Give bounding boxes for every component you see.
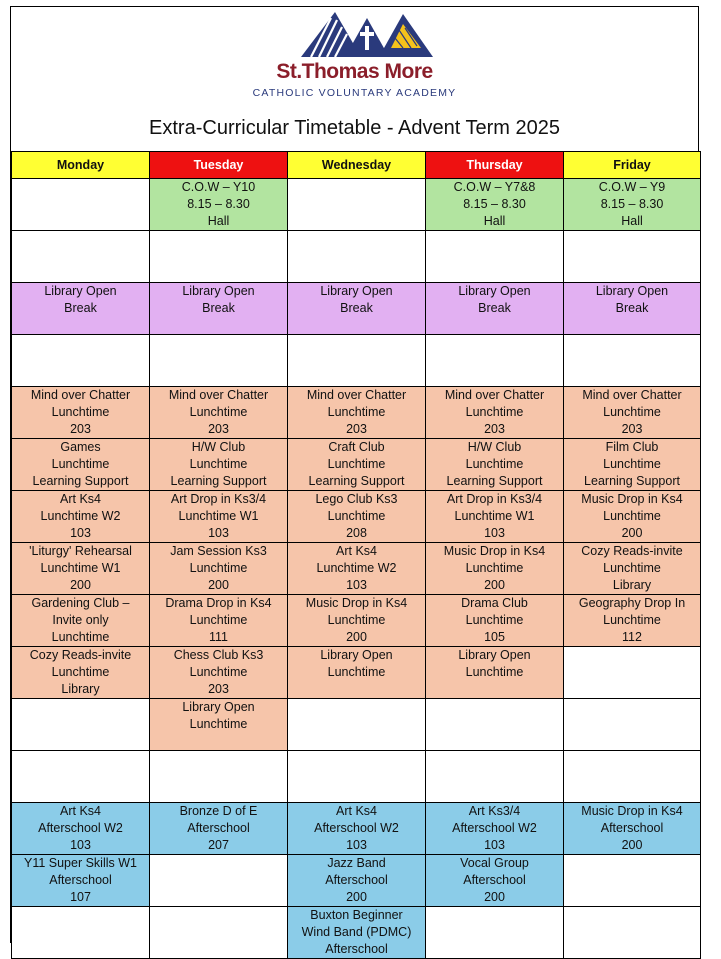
- table-row: [12, 231, 701, 283]
- day-header-tuesday: Tuesday: [150, 152, 288, 179]
- activity-line: Lunchtime: [465, 561, 524, 575]
- activity-line: C.O.W – Y10: [181, 180, 256, 194]
- activity-cell: [150, 387, 288, 439]
- activity-line: Learning Support: [170, 474, 267, 488]
- activity-line: 103: [346, 838, 367, 852]
- activity-line: Hall: [207, 214, 230, 228]
- activity-line: Buxton Beginner: [310, 908, 403, 922]
- activity-cell: [288, 543, 426, 595]
- activity-line: Geography Drop In: [578, 596, 686, 610]
- activity-cell: [426, 491, 564, 543]
- activity-cell: [288, 803, 426, 855]
- activity-line: 200: [70, 578, 91, 592]
- activity-line: Lego Club Ks3: [315, 492, 398, 506]
- activity-line: Lunchtime: [327, 457, 386, 471]
- activity-cell: [12, 439, 150, 491]
- activity-line: 207: [208, 838, 229, 852]
- empty-cell: [288, 751, 426, 803]
- activity-cell: [150, 803, 288, 855]
- activity-line: Art Ks4: [60, 804, 101, 818]
- activity-line: 'Liturgy' Rehearsal: [29, 544, 132, 558]
- activity-line: Cozy Reads-invite: [29, 648, 132, 662]
- activity-line: Cozy Reads-invite: [581, 544, 683, 558]
- activity-line: Drama Drop in Ks4: [165, 596, 272, 610]
- activity-line: Lunchtime: [603, 457, 661, 471]
- empty-cell: [564, 751, 701, 803]
- activity-line: 107: [70, 890, 91, 904]
- empty-cell: [288, 699, 426, 751]
- activity-line: 103: [346, 578, 367, 592]
- activity-line: Lunchtime W2: [40, 509, 121, 523]
- empty-cell: [12, 907, 150, 959]
- activity-cell: [288, 439, 426, 491]
- day-header-wednesday: Wednesday: [288, 152, 426, 179]
- activity-line: Hall: [483, 214, 506, 228]
- activity-line: 8.15 – 8.30: [463, 197, 526, 211]
- activity-cell: [426, 543, 564, 595]
- activity-line: Library Open: [458, 284, 531, 298]
- activity-cell: [426, 803, 564, 855]
- empty-cell: [12, 751, 150, 803]
- school-name: St.Thomas More: [276, 60, 433, 83]
- activity-line: Afterschool W2: [38, 821, 123, 835]
- empty-cell: [564, 699, 701, 751]
- activity-cell: [288, 595, 426, 647]
- empty-cell: [426, 231, 564, 283]
- activity-cell: [150, 699, 288, 751]
- activity-line: Lunchtime W1: [178, 509, 259, 523]
- table-row: [12, 751, 701, 803]
- activity-cell: [12, 647, 150, 699]
- empty-cell: [12, 699, 150, 751]
- activity-line: 200: [208, 578, 229, 592]
- activity-line: Lunchtime: [465, 457, 524, 471]
- table-row: [12, 907, 701, 959]
- activity-line: Art Ks4: [336, 544, 377, 558]
- activity-line: Lunchtime: [327, 665, 386, 679]
- empty-cell: [564, 855, 701, 907]
- activity-line: 111: [208, 630, 228, 644]
- activity-line: 200: [346, 890, 367, 904]
- activity-line: Library Open: [182, 700, 255, 714]
- activity-cell: [426, 855, 564, 907]
- activity-line: Invite only: [52, 613, 109, 627]
- activity-cell: [288, 387, 426, 439]
- activity-line: Y11 Super Skills W1: [23, 856, 137, 870]
- activity-line: 203: [208, 682, 229, 696]
- activity-line: Library: [612, 578, 652, 592]
- activity-cell: [150, 179, 288, 231]
- activity-line: Lunchtime: [465, 405, 524, 419]
- activity-line: Art Drop in Ks3/4: [446, 492, 543, 506]
- activity-line: Art Ks4: [60, 492, 101, 506]
- activity-line: 8.15 – 8.30: [187, 197, 250, 211]
- activity-line: 103: [484, 838, 505, 852]
- activity-line: 203: [484, 422, 505, 436]
- activity-line: 203: [346, 422, 367, 436]
- activity-line: Lunchtime: [465, 613, 524, 627]
- activity-line: Lunchtime: [603, 509, 661, 523]
- timetable-table: [11, 151, 701, 959]
- activity-line: Afterschool: [325, 942, 388, 956]
- table-row: [12, 179, 701, 231]
- table-row: [12, 803, 701, 855]
- activity-line: Craft Club: [328, 440, 385, 454]
- activity-line: 203: [621, 422, 643, 436]
- activity-line: 103: [484, 526, 505, 540]
- table-row: [12, 335, 701, 387]
- activity-line: Mind over Chatter: [168, 388, 269, 402]
- activity-cell: [564, 543, 701, 595]
- activity-cell: [12, 855, 150, 907]
- timetable-body: [12, 179, 701, 959]
- activity-line: Film Club: [605, 440, 659, 454]
- activity-line: Lunchtime: [189, 665, 248, 679]
- activity-line: Afterschool: [600, 821, 664, 835]
- activity-cell: [12, 803, 150, 855]
- activity-line: Lunchtime: [603, 613, 661, 627]
- activity-cell: [288, 907, 426, 959]
- day-header-row: [12, 152, 701, 179]
- activity-line: 103: [70, 838, 91, 852]
- table-row: [12, 855, 701, 907]
- empty-cell: [564, 231, 701, 283]
- activity-cell: [426, 283, 564, 335]
- activity-cell: [564, 387, 701, 439]
- activity-line: Break: [615, 301, 649, 315]
- activity-cell: [564, 179, 701, 231]
- activity-line: Lunchtime: [51, 630, 110, 644]
- activity-cell: [564, 283, 701, 335]
- table-row: [12, 543, 701, 595]
- table-row: [12, 491, 701, 543]
- activity-cell: [150, 543, 288, 595]
- activity-line: 203: [70, 422, 91, 436]
- activity-line: Library Open: [44, 284, 117, 298]
- activity-cell: [426, 387, 564, 439]
- activity-line: Library Open: [320, 284, 393, 298]
- activity-cell: [564, 595, 701, 647]
- activity-line: Learning Support: [308, 474, 405, 488]
- activity-line: Break: [202, 301, 235, 315]
- activity-cell: [426, 595, 564, 647]
- activity-line: Break: [64, 301, 97, 315]
- activity-line: Afterschool: [187, 821, 250, 835]
- activity-cell: [150, 595, 288, 647]
- activity-cell: [426, 439, 564, 491]
- activity-line: Library: [61, 682, 100, 696]
- activity-line: Learning Support: [32, 474, 129, 488]
- activity-line: Lunchtime: [465, 665, 524, 679]
- activity-cell: [12, 491, 150, 543]
- activity-cell: [12, 543, 150, 595]
- activity-line: C.O.W – Y7&8: [453, 180, 536, 194]
- empty-cell: [150, 855, 288, 907]
- table-row: [12, 647, 701, 699]
- activity-line: H/W Club: [191, 440, 246, 454]
- page-title: Extra-Curricular Timetable - Advent Term 2025: [149, 117, 560, 139]
- activity-line: Afterschool: [49, 873, 112, 887]
- day-header-thursday: Thursday: [426, 152, 564, 179]
- activity-line: Chess Club Ks3: [173, 648, 264, 662]
- activity-cell: [150, 491, 288, 543]
- activity-cell: [564, 491, 701, 543]
- school-subtitle: CATHOLIC VOLUNTARY ACADEMY: [252, 87, 457, 99]
- activity-line: Lunchtime: [189, 405, 248, 419]
- activity-line: Drama Club: [461, 596, 528, 610]
- activity-line: Lunchtime: [327, 405, 386, 419]
- empty-cell: [288, 335, 426, 387]
- activity-line: C.O.W – Y9: [598, 180, 666, 194]
- activity-line: Art Ks3/4: [468, 804, 521, 818]
- activity-line: Lunchtime W1: [40, 561, 121, 575]
- activity-line: 200: [484, 578, 505, 592]
- activity-line: Lunchtime: [51, 665, 110, 679]
- empty-cell: [426, 751, 564, 803]
- activity-line: 105: [484, 630, 505, 644]
- activity-line: 200: [621, 526, 643, 540]
- activity-line: 200: [346, 630, 367, 644]
- activity-line: 103: [70, 526, 91, 540]
- empty-cell: [12, 231, 150, 283]
- activity-line: 200: [484, 890, 505, 904]
- activity-line: 112: [622, 630, 642, 644]
- activity-line: Music Drop in Ks4: [305, 596, 408, 610]
- activity-line: Library Open: [320, 648, 393, 662]
- table-row: [12, 595, 701, 647]
- activity-line: Break: [340, 301, 373, 315]
- table-row: [12, 699, 701, 751]
- activity-cell: [12, 283, 150, 335]
- activity-cell: [288, 855, 426, 907]
- activity-line: Music Drop in Ks4: [581, 492, 683, 506]
- activity-line: Lunchtime: [327, 509, 386, 523]
- activity-line: Gardening Club –: [31, 596, 130, 610]
- empty-cell: [564, 335, 701, 387]
- activity-cell: [564, 439, 701, 491]
- activity-line: Library Open: [182, 284, 255, 298]
- activity-cell: [288, 283, 426, 335]
- activity-line: H/W Club: [467, 440, 522, 454]
- activity-line: 208: [346, 526, 367, 540]
- activity-line: Lunchtime: [51, 457, 110, 471]
- empty-cell: [150, 907, 288, 959]
- empty-cell: [564, 647, 701, 699]
- activity-cell: [12, 595, 150, 647]
- activity-line: Art Drop in Ks3/4: [170, 492, 267, 506]
- activity-line: Lunchtime: [189, 561, 248, 575]
- table-row: [12, 283, 701, 335]
- activity-cell: [150, 647, 288, 699]
- empty-cell: [426, 907, 564, 959]
- activity-cell: [564, 803, 701, 855]
- empty-cell: [150, 751, 288, 803]
- activity-line: Art Ks4: [336, 804, 377, 818]
- school-logo-icon: [299, 10, 435, 58]
- empty-cell: [426, 699, 564, 751]
- activity-line: Afterschool W2: [452, 821, 537, 835]
- activity-line: 8.15 – 8.30: [600, 197, 664, 211]
- activity-line: Lunchtime: [189, 457, 248, 471]
- activity-line: Lunchtime W2: [316, 561, 397, 575]
- activity-cell: [288, 647, 426, 699]
- activity-line: Mind over Chatter: [444, 388, 545, 402]
- activity-line: Mind over Chatter: [582, 388, 682, 402]
- activity-line: Mind over Chatter: [306, 388, 407, 402]
- activity-line: Vocal Group: [460, 856, 529, 870]
- activity-line: 200: [621, 838, 643, 852]
- activity-cell: [426, 179, 564, 231]
- activity-line: Afterschool: [463, 873, 526, 887]
- activity-line: Music Drop in Ks4: [581, 804, 683, 818]
- activity-line: 203: [208, 422, 229, 436]
- activity-line: Lunchtime: [327, 613, 386, 627]
- activity-line: Lunchtime: [603, 561, 661, 575]
- activity-line: Afterschool W2: [314, 821, 399, 835]
- activity-line: Games: [60, 440, 101, 454]
- activity-line: Learning Support: [446, 474, 543, 488]
- activity-cell: [150, 283, 288, 335]
- empty-cell: [150, 335, 288, 387]
- activity-line: Mind over Chatter: [30, 388, 131, 402]
- empty-cell: [150, 231, 288, 283]
- empty-cell: [288, 179, 426, 231]
- activity-line: Jazz Band: [327, 856, 386, 870]
- day-header-friday: Friday: [564, 152, 701, 179]
- activity-line: Lunchtime: [603, 405, 661, 419]
- activity-line: Hall: [621, 214, 643, 228]
- table-row: [12, 439, 701, 491]
- empty-cell: [564, 907, 701, 959]
- empty-cell: [12, 335, 150, 387]
- activity-line: Library Open: [458, 648, 531, 662]
- empty-cell: [12, 179, 150, 231]
- table-row: [12, 387, 701, 439]
- empty-cell: [288, 231, 426, 283]
- activity-line: Bronze D of E: [179, 804, 258, 818]
- activity-line: Music Drop in Ks4: [443, 544, 546, 558]
- activity-line: Lunchtime W1: [454, 509, 535, 523]
- activity-line: Learning Support: [584, 474, 680, 488]
- timetable-page: [10, 6, 699, 956]
- activity-cell: [12, 387, 150, 439]
- activity-line: Library Open: [595, 284, 669, 298]
- day-header-monday: Monday: [12, 152, 150, 179]
- empty-cell: [426, 335, 564, 387]
- activity-line: Lunchtime: [189, 717, 248, 731]
- activity-line: Lunchtime: [189, 613, 248, 627]
- activity-line: Break: [478, 301, 511, 315]
- activity-line: 103: [208, 526, 229, 540]
- activity-line: Wind Band (PDMC): [301, 925, 412, 939]
- activity-line: Afterschool: [325, 873, 388, 887]
- activity-line: Lunchtime: [51, 405, 110, 419]
- activity-cell: [426, 647, 564, 699]
- activity-cell: [288, 491, 426, 543]
- activity-line: Jam Session Ks3: [170, 544, 267, 558]
- activity-cell: [150, 439, 288, 491]
- header: [11, 7, 698, 107]
